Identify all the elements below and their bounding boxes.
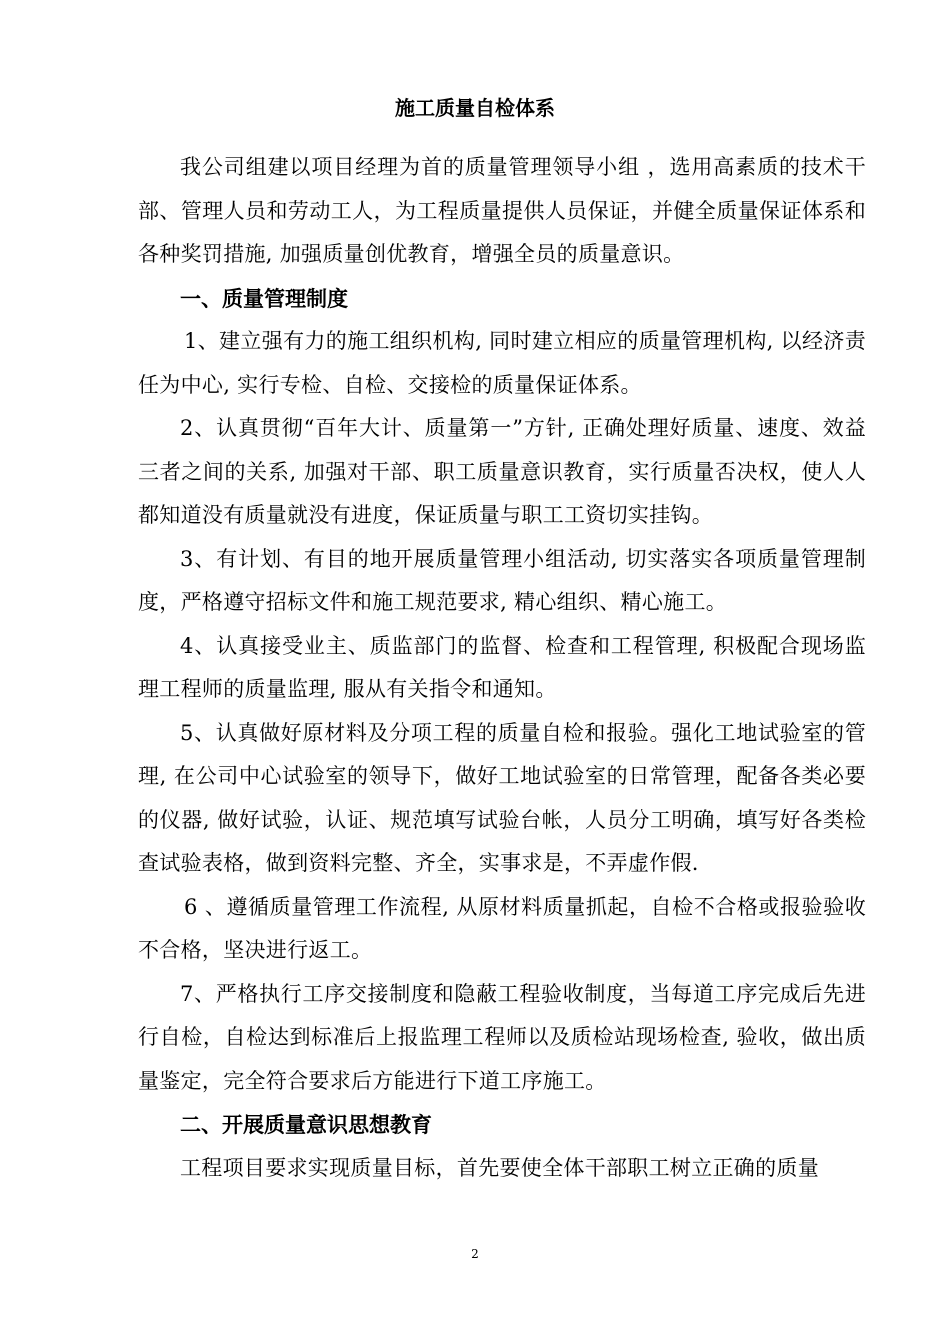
list-item-2: 2、认真贯彻“百年大计、质量第一”方针, 正确处理好质量、速度、效益三者之间的关系, 加强对干部、职工质量意识教育，实行质量否决权，使人人都知道没有质量就没有进度，保证质量与职工工资切实挂钩。 bbox=[138, 416, 866, 527]
list-item-3: 3、有计划、有目的地开展质量管理小组活动, 切实落实各项质量管理制度，严格遵守招标文件和施工规范要求, 精心组织、精心施工。 bbox=[138, 546, 866, 614]
document-body bbox=[138, 146, 866, 1190]
document-title: 施工质量自检体系 bbox=[395, 96, 555, 120]
section-heading-quality-education: 二、开展质量意识思想教育 bbox=[180, 1112, 432, 1137]
intro-paragraph: 我公司组建以项目经理为首的质量管理领导小组 ，选用高素质的技术干部、管理人员和劳动工人，为工程质量提供人员保证，并健全质量保证体系和各种奖罚措施, 加强质量创优教育，增强全员的质量意识。 bbox=[138, 155, 866, 266]
list-item-7: 7、严格执行工序交接制度和隐蔽工程验收制度，当每道工序完成后先进行自检，自检达到标准后上报监理工程师以及质检站现场检查, 验收，做出质量鉴定，完全符合要求后方能进行下道工序施工。 bbox=[138, 981, 866, 1093]
list-item-4: 4、认真接受业主、质监部门的监督、检查和工程管理, 积极配合现场监理工程师的质量监理, 服从有关指令和通知。 bbox=[138, 633, 866, 701]
section2-paragraph: 工程项目要求实现质量目标，首先要使全体干部职工树立正确的质量 bbox=[180, 1155, 819, 1180]
list-item-1: 1、建立强有力的施工组织机构, 同时建立相应的质量管理机构, 以经济责任为中心, 实行专检、自检、交接检的质量保证体系。 bbox=[138, 329, 866, 397]
list-item-5: 5、认真做好原材料及分项工程的质量自检和报验。强化工地试验室的管理, 在公司中心试验室的领导下，做好工地试验室的日常管理，配备各类必要的仪器, 做好试验，认证、规范填写试验台帐，人员分工明确，填写好各类检查试验表格，做到资料完整、齐全，实事求是，不弄虚作假. bbox=[138, 720, 866, 875]
section-heading-quality-management: 一、质量管理制度 bbox=[180, 285, 348, 311]
page-number: 2 bbox=[471, 1247, 479, 1261]
list-item-6: 6 、遵循质量管理工作流程, 从原材料质量抓起，自检不合格或报验验收不合格，坚决进行返工。 bbox=[138, 894, 866, 962]
